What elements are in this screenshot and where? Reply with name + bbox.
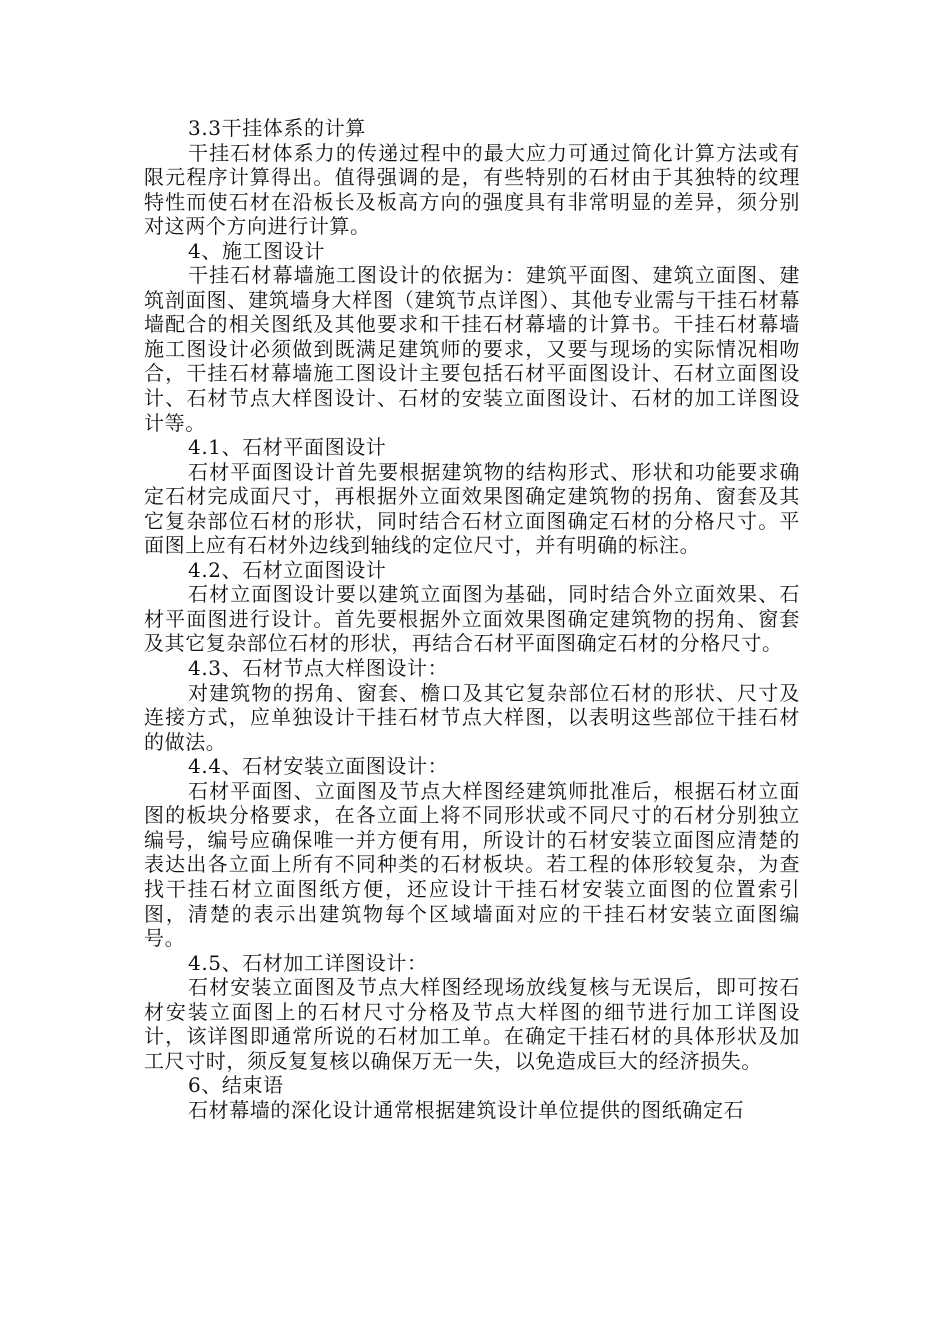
section-heading-6: 6、结束语 <box>188 1073 284 1098</box>
paragraph-conclusion: 石材幕墙的深化设计通常根据建筑设计单位提供的图纸确定石 <box>188 1097 745 1122</box>
section-heading-4-1: 4.1、石材平面图设计 <box>188 435 387 460</box>
paragraph-installation-elevation: 石材平面图、立面图及节点大样图经建筑师批准后，根据石材立面图的板块分格要求，在各立面上将不同形状或不同尺寸的石材分别独立编号，编号应确保唯一并方便有用，所设计的石材安装立面图应清楚的表达出各立面上所有不同种类的石材板块。若工程的体形较复杂，为查找干挂石材立面图纸方便，还应设计干挂石材安装立面图的位置索引图，清楚的表示出建筑物每个区域墙面对应的干挂石材安装立面图编号。 <box>144 778 800 951</box>
paragraph-calculation: 干挂石材体系力的传递过程中的最大应力可通过简化计算方法或有限元程序计算得出。值得强调的是，有些特别的石材由于其独特的纹理特性而使石材在沿板长及板高方向的强度具有非常明显的差异，须分别对这两个方向进行计算。 <box>144 140 800 239</box>
section-heading-4-3: 4.3、石材节点大样图设计： <box>188 656 449 681</box>
section-heading-4-2: 4.2、石材立面图设计 <box>188 557 387 582</box>
paragraph-elevation-design: 石材立面图设计要以建筑立面图为基础，同时结合外立面效果、石材平面图进行设计。首先要根据外立面效果图确定建筑物的拐角、窗套及其它复杂部位石材的形状，再结合石材平面图确定石材的分格尺寸。 <box>144 582 800 656</box>
paragraph-plan-design: 石材平面图设计首先要根据建筑物的结构形式、形状和功能要求确定石材完成面尺寸，再根据外立面效果图确定建筑物的拐角、窗套及其它复杂部位石材的形状，同时结合石材立面图确定石材的分格尺寸。平面图上应有石材外边线到轴线的定位尺寸，并有明确的标注。 <box>144 459 800 558</box>
paragraph-processing-detail: 石材安装立面图及节点大样图经现场放线复核与无误后，即可按石材安装立面图上的石材尺寸分格及节点大样图的细节进行加工详图设计，该详图即通常所说的石材加工单。在确定干挂石材的具体形状及加工尺寸时，须反复复核以确保万无一失，以免造成巨大的经济损失。 <box>144 975 800 1073</box>
paragraph-construction-drawing: 干挂石材幕墙施工图设计的依据为：建筑平面图、建筑立面图、建筑剖面图、建筑墙身大样图（建筑节点详图）、其他专业需与干挂石材幕墙配合的相关图纸及其他要求和干挂石材幕墙的计算书。干挂石材幕墙施工图设计必须做到既满足建筑师的要求，又要与现场的实际情况相吻合，干挂石材幕墙施工图设计主要包括石材平面图设计、石材立面图设计、石材节点大样图设计、石材的安装立面图设计、石材的加工详图设计等。 <box>144 263 800 435</box>
section-heading-4: 4、施工图设计 <box>188 238 325 263</box>
document-body <box>144 116 800 1122</box>
paragraph-node-detail-design: 对建筑物的拐角、窗套、檐口及其它复杂部位石材的形状、尺寸及连接方式，应单独设计干挂石材节点大样图，以表明这些部位干挂石材的做法。 <box>144 680 800 754</box>
section-heading-3-3: 3.3干挂体系的计算 <box>188 116 366 140</box>
section-heading-4-4: 4.4、石材安装立面图设计： <box>188 754 449 779</box>
section-heading-4-5: 4.5、石材加工详图设计： <box>188 950 428 975</box>
